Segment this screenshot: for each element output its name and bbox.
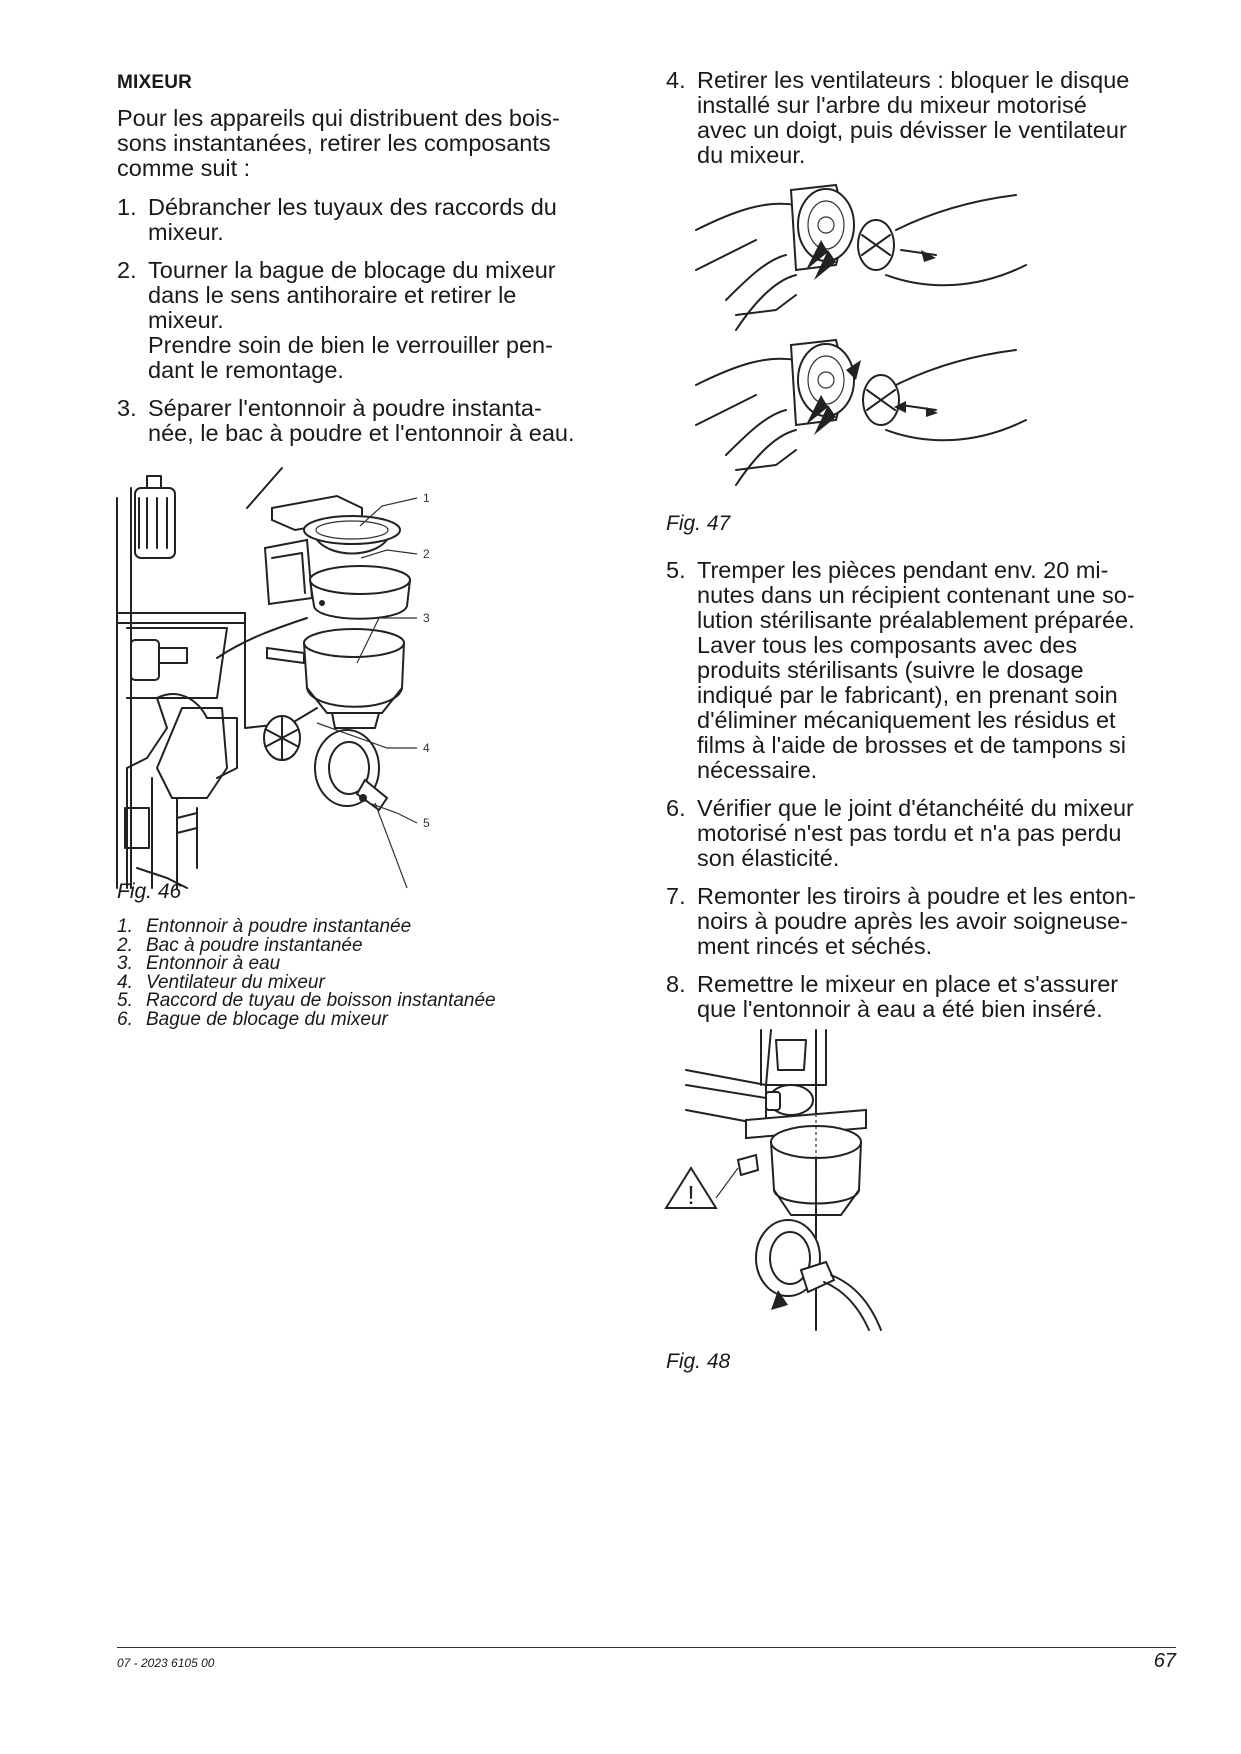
fig48-illustration (666, 1030, 926, 1330)
fig48-caption: Fig. 48 (666, 1350, 731, 1373)
step-line: Vérifier que le joint d'étanchéité du mixeur (697, 795, 1134, 821)
legend-text: Entonnoir à eau (146, 953, 281, 975)
step-number: 6. (666, 795, 686, 821)
intro-line: Pour les appareils qui distribuent des bois- (117, 105, 560, 131)
section-heading: MIXEUR (117, 72, 193, 93)
step-item (666, 558, 1196, 783)
page-number: 67 (1153, 1650, 1176, 1672)
step-item (117, 258, 637, 383)
legend-number: 6. (117, 1008, 133, 1030)
warning-symbol: ! (687, 1180, 695, 1210)
intro-paragraph (117, 106, 637, 181)
step-item (666, 68, 1196, 168)
step-line: mixeur. (148, 307, 224, 333)
step-item (666, 884, 1196, 959)
step-line: Remonter les tiroirs à poudre et les enton- (697, 883, 1136, 909)
callout-5: 5 (423, 816, 430, 830)
fig47-illustration (696, 180, 1086, 500)
step-number: 1. (117, 194, 137, 220)
step-item (117, 396, 637, 446)
legend-number: 3. (117, 953, 133, 975)
step-line: noirs à poudre après les avoir soigneuse- (697, 908, 1129, 934)
callout-2: 2 (423, 547, 430, 561)
steps-list-right-a (666, 68, 1196, 181)
fig47-caption: Fig. 47 (666, 512, 731, 535)
step-line: Prendre soin de bien le verrouiller pen- (148, 332, 553, 358)
step-line: dant le remontage. (148, 357, 344, 383)
step-line: que l'entonnoir à eau a été bien inséré. (697, 996, 1103, 1022)
step-line: nutes dans un récipient contenant une so- (697, 582, 1135, 608)
intro-line: comme suit : (117, 155, 251, 181)
step-item (666, 972, 1196, 1022)
legend-text: Bac à poudre instantanée (146, 934, 363, 956)
step-number: 2. (117, 257, 137, 283)
step-line: Retirer les ventilateurs : bloquer le disque (697, 67, 1130, 93)
legend-number: 2. (117, 934, 133, 956)
step-line: d'éliminer mécaniquement les résidus et (697, 707, 1116, 733)
step-line: ment rincés et séchés. (697, 933, 933, 959)
fig47-panel-top (696, 185, 1026, 330)
step-item (117, 195, 637, 245)
step-number: 4. (666, 67, 686, 93)
fig46-legend (117, 918, 496, 1030)
legend-number: 5. (117, 990, 133, 1012)
step-number: 8. (666, 971, 686, 997)
step-line: Séparer l'entonnoir à poudre instanta- (148, 395, 542, 421)
step-line: motorisé n'est pas tordu et n'a pas perdu (697, 820, 1122, 846)
steps-list-right-b (666, 558, 1196, 1035)
step-line: installé sur l'arbre du mixeur motorisé (697, 92, 1087, 118)
step-line: produits stérilisants (suivre le dosage (697, 657, 1084, 683)
step-line: films à l'aide de brosses et de tampons si (697, 732, 1127, 758)
step-line: son élasticité. (697, 845, 840, 871)
fig47-panel-bottom (696, 340, 1026, 485)
step-line: Remettre le mixeur en place et s'assurer (697, 971, 1119, 997)
step-line: Laver tous les composants avec des (697, 632, 1078, 658)
step-line: Débrancher les tuyaux des raccords du (148, 194, 557, 220)
step-number: 3. (117, 395, 137, 421)
legend-text: Ventilateur du mixeur (146, 971, 325, 993)
step-line: du mixeur. (697, 142, 806, 168)
footer-rule (117, 1647, 1176, 1648)
step-line: avec un doigt, puis dévisser le ventilateur (697, 117, 1127, 143)
step-number: 7. (666, 883, 686, 909)
step-line: mixeur. (148, 219, 224, 245)
legend-text: Bague de blocage du mixeur (146, 1008, 388, 1030)
callout-1: 1 (423, 491, 430, 505)
step-line: née, le bac à poudre et l'entonnoir à eau. (148, 420, 575, 446)
step-line: dans le sens antihoraire et retirer le (148, 282, 517, 308)
callout-3: 3 (423, 611, 430, 625)
step-line: Tourner la bague de blocage du mixeur (148, 257, 556, 283)
callout-4: 4 (423, 741, 430, 755)
step-line: nécessaire. (697, 757, 818, 783)
step-item (666, 796, 1196, 871)
footer-doc-ref: 07 - 2023 6105 00 (117, 1656, 215, 1670)
legend-item (117, 1008, 496, 1030)
step-number: 5. (666, 557, 686, 583)
legend-text: Raccord de tuyau de boisson instantanée (146, 990, 496, 1012)
step-line: indiqué par le fabricant), en prenant soin (697, 682, 1118, 708)
step-line: lution stérilisante préalablement préparée. (697, 607, 1135, 633)
legend-number: 4. (117, 971, 133, 993)
legend-number: 1. (117, 916, 133, 937)
fig46-caption: Fig. 46 (117, 880, 182, 903)
steps-list-left (117, 195, 637, 459)
step-line: Tremper les pièces pendant env. 20 mi- (697, 557, 1109, 583)
intro-line: sons instantanées, retirer les composants (117, 130, 551, 156)
legend-text: Entonnoir à poudre instantanée (146, 916, 412, 937)
fig46-illustration (117, 468, 467, 898)
